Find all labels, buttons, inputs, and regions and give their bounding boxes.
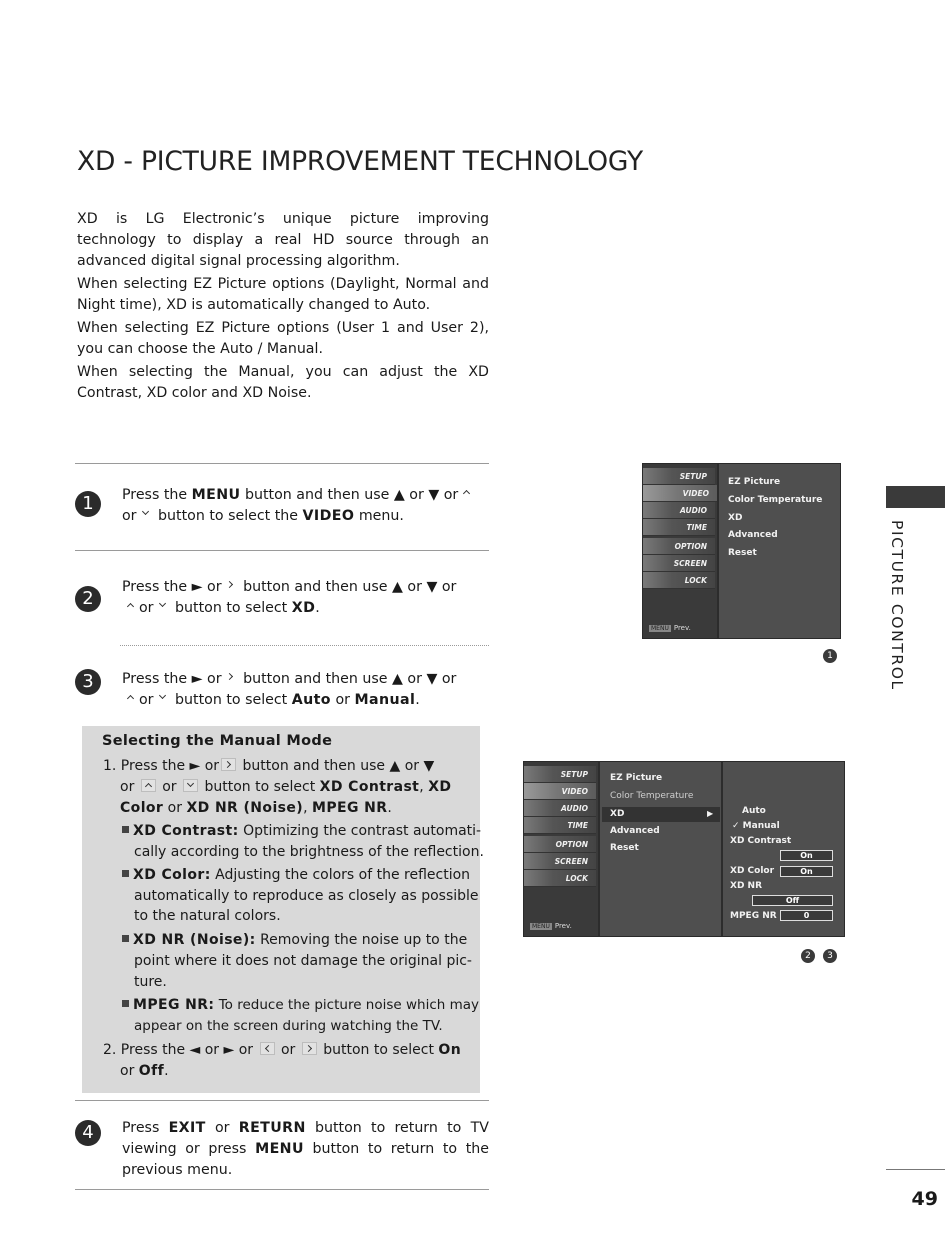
step-text: Press [122,1120,169,1136]
bullet-title: MPEG NR: [133,997,215,1013]
up-arrow-icon [124,692,137,705]
key-name: XD [428,779,452,795]
key-name: RETURN [238,1120,306,1136]
up-arrow-icon [460,487,473,500]
osd-item-advanced[interactable]: Advanced [610,826,660,836]
osd-menu-lock[interactable]: LOCK [643,572,715,589]
step-text: button to select [170,692,292,708]
manual-text: . [164,1063,169,1079]
key-name: VIDEO [302,508,355,524]
manual-text: or [280,1042,296,1058]
step-text: Press the ► or [122,579,222,595]
manual-mode-title: Selecting the Manual Mode [102,733,333,749]
osd-menu-audio[interactable]: AUDIO [524,800,596,817]
up-arrow-icon [141,779,156,792]
step-number-1: 1 [75,491,101,517]
manual-line [120,798,392,819]
key-name: Manual [354,692,416,708]
divider [75,463,489,464]
osd-prev [649,624,691,632]
manual-text: or [120,779,135,795]
key-name: Off [138,1063,165,1079]
key-name: MENU [191,487,241,503]
step-text: button to select the [153,508,303,524]
osd-prev [530,922,572,930]
bullet-title: XD Contrast: [133,823,239,839]
osd-item-color-temperature[interactable]: Color Temperature [728,495,823,505]
step-text: button and then use ▲ or ▼ or [240,487,459,503]
menu-key-icon: MENU [532,923,550,930]
figure-caption-2: 2 [801,949,815,963]
left-arrow-icon [260,1042,275,1055]
step-3-text [122,669,489,711]
bullet-text: Removing the noise up to the [255,932,468,948]
osd-prev-label: Prev. [554,922,572,930]
right-arrow-icon [224,671,237,684]
down-arrow-icon [139,508,152,521]
bullet-title: XD NR (Noise): [133,932,256,948]
bullet-text: Adjusting the colors of the reflection [210,867,471,883]
bullet-icon [122,1000,129,1007]
figure-caption-3: 3 [823,949,837,963]
osd-menu-setup[interactable]: SETUP [643,468,715,485]
intro-paragraph: XD is LG Electronic’s unique picture improving technology to display a real HD source through an advanced digital signal processing algorithm. [77,211,489,269]
section-label-text: PICTURE CONTROL [888,520,906,691]
bullet-text: Optimizing the contrast automati- [238,823,482,839]
manual-line [103,756,434,777]
osd-menu-screen[interactable]: SCREEN [643,555,715,572]
key-name: EXIT [168,1120,206,1136]
section-tab [886,486,945,508]
key-name: On [438,1042,462,1058]
down-arrow-icon [156,692,169,705]
divider [886,1169,945,1170]
osd-prev-label: Prev. [673,624,691,632]
osd-label-xd-nr: XD NR [730,881,763,891]
manual-text: 2. Press the ◄ or ► or [103,1042,254,1058]
osd-label-mpeg-nr: MPEG NR [730,911,777,921]
manual-text: or [163,800,187,816]
step-text: or [205,1120,239,1136]
osd-item-ez-picture[interactable]: EZ Picture [728,477,781,487]
bullet-title: XD Color: [133,867,211,883]
osd-value-mpeg-nr[interactable]: 0 [780,910,833,921]
step-text: Press the [122,487,192,503]
step-1-text [122,485,489,527]
manual-line [120,777,451,798]
right-arrow-icon [224,579,237,592]
manual-text: or [162,779,177,795]
osd-item-ez-picture[interactable]: EZ Picture [610,773,663,783]
intro-paragraph: When selecting EZ Picture options (Daylight, Normal and Night time), XD is automatically changed to Auto. [77,276,489,313]
step-text: or [122,508,137,524]
key-name: XD NR (Noise) [186,800,304,816]
manual-text: , [303,800,312,816]
step-2-text [122,577,489,619]
step-text: button to select [170,600,292,616]
step-text: Press the ► or [122,671,222,687]
step-text: button and then use ▲ or ▼ or [238,671,457,687]
intro-paragraph: When selecting the Manual, you can adjust the XD Contrast, XD color and XD Noise. [77,364,489,401]
up-arrow-icon [124,600,137,613]
bullet-xd-contrast [122,821,481,842]
bullet-text: to the natural colors. [134,908,281,924]
step-text: or [139,600,154,616]
osd-menu-lock[interactable]: LOCK [524,870,596,887]
manual-text: button to select [200,779,320,795]
key-name: XD [291,600,316,616]
osd-menu-screen[interactable]: SCREEN [524,853,596,870]
intro-text [77,209,489,406]
step-text: or [139,692,154,708]
page-number: 49 [911,1188,938,1210]
osd-screen-1 [642,463,841,639]
key-name: MENU [255,1141,304,1157]
osd-menu-audio[interactable]: AUDIO [643,502,715,519]
osd-sidebar [524,762,600,936]
divider [75,550,489,551]
manual-text: , [419,779,429,795]
osd-item-color-temperature[interactable]: Color Temperature [610,791,694,801]
bullet-icon [122,935,129,942]
down-arrow-icon [183,779,198,792]
bullet-text: appear on the screen during watching the TV. [134,1018,443,1034]
manual-line [103,1040,461,1061]
key-name: Auto [291,692,331,708]
step-number-2: 2 [75,586,101,612]
bullet-xd-color [122,865,470,886]
step-text: . [415,692,420,708]
right-arrow-icon [302,1042,317,1055]
menu-key-icon: MENU [651,625,669,632]
submenu-arrow-icon: ▶ [707,809,714,818]
osd-value-xd-color[interactable]: On [780,866,833,877]
divider [75,1189,489,1190]
osd-item-xd[interactable]: XD [728,513,743,523]
right-arrow-icon [221,758,236,771]
intro-paragraph: When selecting EZ Picture options (User 1 and User 2), you can choose the Auto / Manual. [77,320,489,357]
key-name: XD Contrast [319,779,420,795]
osd-sidebar [643,464,719,638]
manual-text: . [387,800,392,816]
osd-item-advanced[interactable]: Advanced [728,530,778,540]
osd-menu-option[interactable]: OPTION [643,538,715,555]
osd-item-reset[interactable]: Reset [728,548,757,558]
down-arrow-icon [156,600,169,613]
osd-menu-video[interactable]: VIDEO [524,783,596,800]
osd-screen-2 [523,761,845,937]
osd-menu-option[interactable]: OPTION [524,836,596,853]
manual-text: button and then use ▲ or ▼ [238,758,435,774]
divider [120,645,489,646]
bullet-text: ture. [134,974,167,990]
osd-item-reset[interactable]: Reset [610,843,639,853]
key-name: MPEG NR [311,800,388,816]
osd-option-auto[interactable]: Auto [742,806,766,816]
osd-value-xd-nr[interactable]: Off [752,895,833,906]
osd-option-manual[interactable]: ✓ Manual [732,821,780,831]
bullet-icon [122,870,129,877]
step-text: or [330,692,355,708]
manual-line [120,1061,169,1082]
bullet-text: cally according to the brightness of the reflection. [134,844,484,860]
bullet-text: To reduce the picture noise which may [214,997,480,1013]
bullet-icon [122,826,129,833]
step-text: menu. [354,508,404,524]
osd-menu-time[interactable]: TIME [643,519,715,536]
osd-divider [721,762,723,936]
osd-menu-time[interactable]: TIME [524,817,596,834]
osd-label-xd-contrast: XD Contrast [730,836,792,846]
bullet-xd-nr [122,930,467,951]
figure-caption-1: 1 [823,649,837,663]
manual-text: or [120,1063,139,1079]
step-number-4: 4 [75,1120,101,1146]
bullet-mpeg-nr [122,995,479,1016]
step-number-3: 3 [75,669,101,695]
page-title: XD - PICTURE IMPROVEMENT TECHNOLOGY [77,146,643,177]
osd-menu-video[interactable]: VIDEO [643,485,717,502]
bullet-text: automatically to reproduce as closely as possible [134,888,479,904]
divider [75,1100,489,1101]
osd-item-xd[interactable]: XD [610,809,625,819]
manual-text: 1. Press the ► or [103,758,220,774]
osd-label-xd-color: XD Color [730,866,775,876]
osd-value-xd-contrast[interactable]: On [780,850,833,861]
step-text: button to return to TV viewing or press [122,1120,489,1157]
step-text: . [315,600,320,616]
key-name: Color [120,800,164,816]
bullet-text: point where it does not damage the original pic- [134,953,472,969]
step-text: button and then use ▲ or ▼ or [238,579,457,595]
manual-text: button to select [318,1042,439,1058]
section-label [884,520,914,690]
osd-menu-setup[interactable]: SETUP [524,766,596,783]
step-4-text [122,1118,489,1181]
step-text: button to return to the previous menu. [122,1141,489,1178]
